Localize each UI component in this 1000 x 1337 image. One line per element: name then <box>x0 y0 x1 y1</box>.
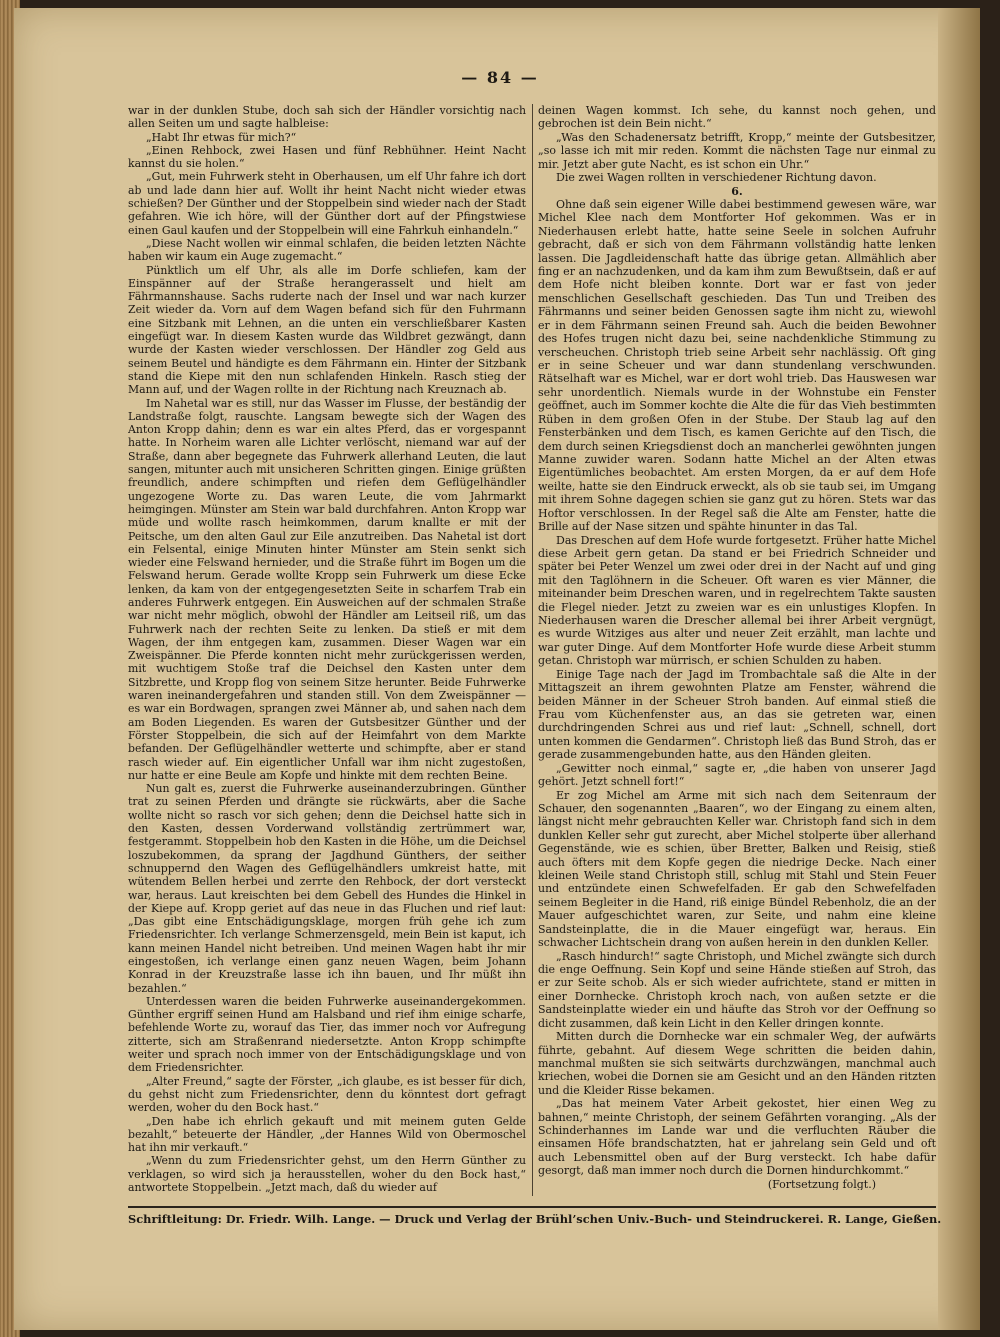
paragraph: Einige Tage nach der Jagd im Trombachtale saß die Alte in der Mittagszeit an ihrem gewohnten Platze am Fenster, während die beiden Männer in der Scheuer Stroh banden. Auf einmal stieß die Frau vom Küchenfenster aus, an das sie getreten war, einen durchdringenden Schrei aus und rief laut: „Schnell, schnell, dort unten kommen die Gendarmen“. Christoph ließ das Bund Stroh, das er gerade zusammengebunden hatte, aus den Händen gleiten. <box>538 667 936 762</box>
book-binding <box>938 8 980 1330</box>
publisher-footer: Schriftleitung: Dr. Friedr. Wilh. Lange. — Druck und Verlag der Brühl’schen Univ.-Buch- und Steindruckerei. R. Lange, Gießen. <box>128 1212 942 1226</box>
footer-rule <box>128 1206 936 1208</box>
paragraph: „Alter Freund,“ sagte der Förster, „ich glaube, es ist besser für dich, du gehst nicht zum Friedensrichter, denn du könntest dort gefragt werden, woher du den Bock hast.“ <box>128 1074 526 1115</box>
paragraph: „Habt Ihr etwas für mich?“ <box>146 130 297 144</box>
paragraph: „Den habe ich ehrlich gekauft und mit meinem guten Gelde bezahlt,“ beteuerte der Händler, „der Hannes Wild von Obermoschel hat ihn mir verkauft.“ <box>128 1114 526 1155</box>
paragraph: Unterdessen waren die beiden Fuhrwerke auseinandergekommen. Günther ergriff seinen Hund am Halsband und rief ihm einige scharfe, befehlende Worte zu, worauf das Tier, das immer noch vor Aufregung zitterte, sich am Straßenrand niedersetzte. Anton Kropp schimpfte weiter und sprach noch immer von der Entschädigungsklage und von dem Friedensrichter. <box>128 994 526 1075</box>
paragraph: „Einen Rehbock, zwei Hasen und fünf Rebhühner. Heint Nacht kannst du sie holen.“ <box>128 143 526 171</box>
paragraph: „Rasch hindurch!“ sagte Christoph, und Michel zwängte sich durch die enge Oeffnung. Sein Kopf und seine Hände stießen auf Stroh, das er zur Seite schob. Als er sich wieder aufrichtete, stand er mitten in einer Dornhecke. Christoph kroch nach, von außen setzte er die Sandsteinplatte wieder ein und häufte das Stroh vor der Oeffnung so dicht zusammen, daß kein Licht in den Keller dringen konnte. <box>538 949 936 1030</box>
paragraph: „Diese Nacht wollen wir einmal schlafen, die beiden letzten Nächte haben wir kaum ein Auge zugemacht.“ <box>128 236 526 264</box>
column-divider <box>532 104 533 1196</box>
paragraph: „Das hat meinem Vater Arbeit gekostet, hier einen Weg zu bahnen,“ meinte Christoph, der seinem Gefährten voranging. „Als der Schinderhannes im Lande war und die verfluchten Räuber die einsamen Höfe brandschatzten, hat er jahrelang sein Geld und oft auch Lebensmittel oben auf der Burg versteckt. Ich habe dafür gesorgt, daß man immer noch durch die Dornen hindurchkommt.“ <box>538 1097 936 1178</box>
section-number: 6. <box>731 184 743 198</box>
left-text-column <box>128 104 526 1196</box>
paragraph: „Was den Schadenersatz betrifft, Kropp,“ meinte der Gutsbesitzer, „so lasse ich mit mir reden. Kommt die nächsten Tage nur einmal zu mir. Jetzt aber gute Nacht, es ist schon ein Uhr.“ <box>538 130 936 171</box>
right-text-column <box>538 104 936 1190</box>
paragraph: Die zwei Wagen rollten in verschiedener Richtung davon. <box>556 171 877 185</box>
paragraph: „Gut, mein Fuhrwerk steht in Oberhausen, um elf Uhr fahre ich dort ab und lade dann hier auf. Wollt ihr heint Nacht nicht wieder etwas schießen? Der Günther und der Stoppelbein sind wieder nach der Stadt gefahren. Wie ich höre, will der Günther dort auf der Pfingstwiese einen Gaul kaufen und der Stoppelbein will eine Fahrkuh einhandeln.“ <box>128 170 526 237</box>
paragraph: „Gewitter noch einmal,“ sagte er, „die haben von unserer Jagd gehört. Jetzt schnell fort!“ <box>538 761 936 789</box>
paragraph: Das Dreschen auf dem Hofe wurde fortgesetzt. Früher hatte Michel diese Arbeit gern getan. Da stand er bei Friedrich Schneider und später bei Peter Wenzel um zwei oder drei in der Nacht auf und ging mit den Taglöhnern in die Scheuer. Oft waren es vier Männer, die miteinander beim Dreschen waren, und in regelrechtem Takte sausten die Flegel nieder. Jetzt zu zweien war es ein unlustiges Klopfen. In Niederhausen waren die Drescher allemal bei ihrer Arbeit vergnügt, es wurde Witziges aus alter und neuer Zeit erzählt, man lachte und war guter Dinge. Auf dem Montforter Hofe wurde diese Arbeit stumm getan. Christoph war mürrisch, er schien Schulden zu haben. <box>538 533 936 668</box>
paragraph: „Wenn du zum Friedensrichter gehst, um den Herrn Günther zu verklagen, so wird sich ja herausstellen, woher du den Bock hast,“ antwortete Stoppelbein. „Jetzt mach, daß du wieder auf <box>128 1154 526 1195</box>
paragraph: Ohne daß sein eigener Wille dabei bestimmend gewesen wäre, war Michel Klee nach dem Montforter Hof gekommen. Was er in Niederhausen erlebt hatte, hatte seine Seele in solchen Aufruhr gebracht, daß er sich von dem Fährmann vollständig hatte lenken lassen. Die Jagdleidenschaft hatte das übrige getan. Allmählich aber fing er an nachzudenken, und da kam ihm zum Bewußtsein, daß er auf dem Hofe nicht bleiben konnte. Dort war er fast von jeder menschlichen Gesellschaft geschieden. Das Tun und Treiben des Fährmanns und seiner beiden Genossen sagte ihm nicht zu, wiewohl er in dem Fährmann seinen Freund sah. Auch die beiden Bewohner des Hofes trugen nicht dazu bei, seine nachdenkliche Stimmung zu verscheuchen. Christoph trieb seine Arbeit sehr nachlässig. Oft ging er in seine Scheuer und war dann stundenlang verschwunden. Rätselhaft war es Michel, war er dort wohl trieb. Das Hauswesen war sehr unordentlich. Niemals wurde in der Wohnstube ein Fenster geöffnet, auch im Sommer kochte die Alte die für das Vieh bestimmten Rüben in dem großen Ofen in der Stube. Der Staub lag auf den Fensterbänken und dem Tisch, es kamen Gerichte auf den Tisch, die dem durch seinen Kriegsdienst doch an mancherlei gewöhnten jungen Manne zuwider waren. Sodann hatte Michel an der Alten etwas Eigentümliches beobachtet. Am ersten Morgen, da er auf dem Hofe weilte, hatte sie den Eindruck erweckt, als ob sie taub sei, im Umgang mit ihrem Sohne dagegen schien sie ganz gut zu hören. Stets war das Hoftor verschlossen. In der Regel saß die Alte am Fenster, hatte die Brille auf der Nase sitzen und spähte hinunter in das Tal. <box>538 197 936 534</box>
paragraph: Mitten durch die Dornhecke war ein schmaler Weg, der aufwärts führte, gebahnt. Auf diesem Wege schritten die beiden dahin, manchmal mußten sie sich seitwärts durchzwängen, manchmal auch kriechen, wobei die Dornen sie am Gesicht und an den Händen ritzten und die Kleider Risse bekamen. <box>538 1030 936 1097</box>
paragraph: Er zog Michel am Arme mit sich nach dem Seitenraum der Schauer, den sogenannten „Baaren“, wo der Eingang zu einem alten, längst nicht mehr gebrauchten Keller war. Christoph fand sich in dem dunklen Keller sehr gut zurecht, aber Michel stolperte über allerhand Gegenstände, wie es schien, über Bretter, Balken und Reisig, stieß auch öfters mit dem Kopfe gegen die niedrige Decke. Nach einer kleinen Weile stand Christoph still, schlug mit Stahl und Stein Feuer und entzündete einen Schwefelfaden. Er gab den Schwefelfaden seinem Begleiter in die Hand, riß einige Bündel Rebenholz, die an der Mauer aufgeschichtet waren, zur Seite, und nahm eine kleine Sandsteinplatte, die in die Mauer eingefügt war, heraus. Ein schwacher Lichtschein drang von außen herein in den dunklen Keller. <box>538 788 936 950</box>
paragraph: war in der dunklen Stube, doch sah sich der Händler vorsichtig nach allen Seiten um und sagte halbleise: <box>128 104 526 131</box>
paragraph: deinen Wagen kommst. Ich sehe, du kannst noch gehen, und gebrochen ist dein Bein nicht.“ <box>538 104 936 131</box>
paragraph: Pünktlich um elf Uhr, als alle im Dorfe schliefen, kam der Einspänner auf der Straße herangerasselt und hielt am Fährmannshause. Sachs ruderte nach der Insel und war nach kurzer Zeit wieder da. Vorn auf dem Wagen befand sich für den Fuhrmann eine Sitzbank mit Lehnen, an die unten ein verschließbarer Kasten eingefügt war. In diesem Kasten wurde das Wildbret gezwängt, dann wurde der Kasten wieder verschlossen. Der Händler zog Geld aus seinem Beutel und händigte es dem Fährmann ein. Hinter der Sitzbank stand die Kiepe mit den nun schlafenden Hinkeln. Rasch stieg der Mann auf, und der Wagen rollte in der Richtung nach Kreuznach ab. <box>128 263 526 397</box>
paragraph: Im Nahetal war es still, nur das Wasser im Flusse, der beständig der Landstraße folgt, rauschte. Langsam bewegte sich der Wagen des Anton Kropp dahin; denn es war ein altes Pferd, das er vorgespannt hatte. In Norheim waren alle Lichter verlöscht, niemand war auf der Straße, dann aber begegnete das Fuhrwerk allerhand Leuten, die laut sangen, mitunter auch mit unsicheren Schritten gingen. Einige grüßten freundlich, andere schimpften und riefen dem Geflügelhändler ungezogene Worte zu. Das waren Leute, die vom Jahrmarkt heimgingen. Münster am Stein war bald durchfahren. Anton Kropp war müde und wollte rasch heimkommen, darum knallte er mit der Peitsche, um den alten Gaul zur Eile anzutreiben. Das Nahetal ist dort ein Felsental, einige Minuten hinter Münster am Stein senkt sich wieder eine Felswand hernieder, und die Straße führt im Bogen um die Felswand herum. Gerade wollte Kropp sein Fuhrwerk um diese Ecke lenken, da kam von der entgegengesetzten Seite in scharfem Trab ein anderes Fuhrwerk entgegen. Ein Ausweichen auf der schmalen Straße war nicht mehr möglich, obwohl der Händler am Leitseil riß, um das Fuhrwerk nach der rechten Seite zu lenken. Da stieß er mit dem Wagen, der ihm entgegen kam, zusammen. Dieser Wagen war ein Zweispänner. Die Pferde konnten nicht mehr zurückgerissen werden, mit wuchtigem Stoße traf die Deichsel den Kasten unter dem Sitzbrette, und Kropp flog von seinem Sitze herunter. Beide Fuhrwerke waren ineinandergefahren und standen still. Von dem Zweispänner — es war ein Bordwagen, sprangen zwei Männer ab, und sahen nach dem am Boden Liegenden. Es waren der Gutsbesitzer Günther und der Förster Stoppelbein, die sich auf der Heimfahrt von dem Markte befanden. Der Geflügelhändler wetterte und schimpfte, aber er stand rasch wieder auf. Ein eigentlicher Unfall war ihm nicht zugestoßen, nur hatte er eine Beule am Kopfe und hinkte mit dem rechten Beine. <box>128 396 526 782</box>
page-number: — 84 — <box>461 68 539 87</box>
paragraph: Nun galt es, zuerst die Fuhrwerke auseinanderzubringen. Günther trat zu seinen Pferden und drängte sie rückwärts, aber die Sache wollte nicht so rasch vor sich gehen; denn die Deichsel hatte sich in den Kasten, dessen Vorderwand vollständig zertrümmert war, festgerammt. Stoppelbein hob den Kasten in die Höhe, um die Deichsel loszubekommen, da sprang der Jagdhund Günthers, der seither schnuppernd den Wagen des Geflügelhändlers umkreist hatte, mit wütendem Bellen herbei und zerrte den Rehbock, der dort versteckt war, heraus. Laut kreischten bei dem Gebell des Hundes die Hinkel in der Kiepe auf. Kropp geriet auf das neue in das Fluchen und rief laut: „Das gibt eine Entschädigungsklage, morgen früh gehe ich zum Friedensrichter. Ich verlange Schmerzensgeld, mein Bein ist kaput, ich kann meinen Handel nicht betreiben. Und meinen Wagen habt ihr mir eingestoßen, ich verlange einen ganz neuen Wagen, beim Johann Konrad in der Kreuzstraße lasse ich ihn bauen, und Ihr müßt ihn bezahlen.“ <box>128 782 526 995</box>
continuation-note: (Fortsetzung folgt.) <box>767 1177 876 1190</box>
